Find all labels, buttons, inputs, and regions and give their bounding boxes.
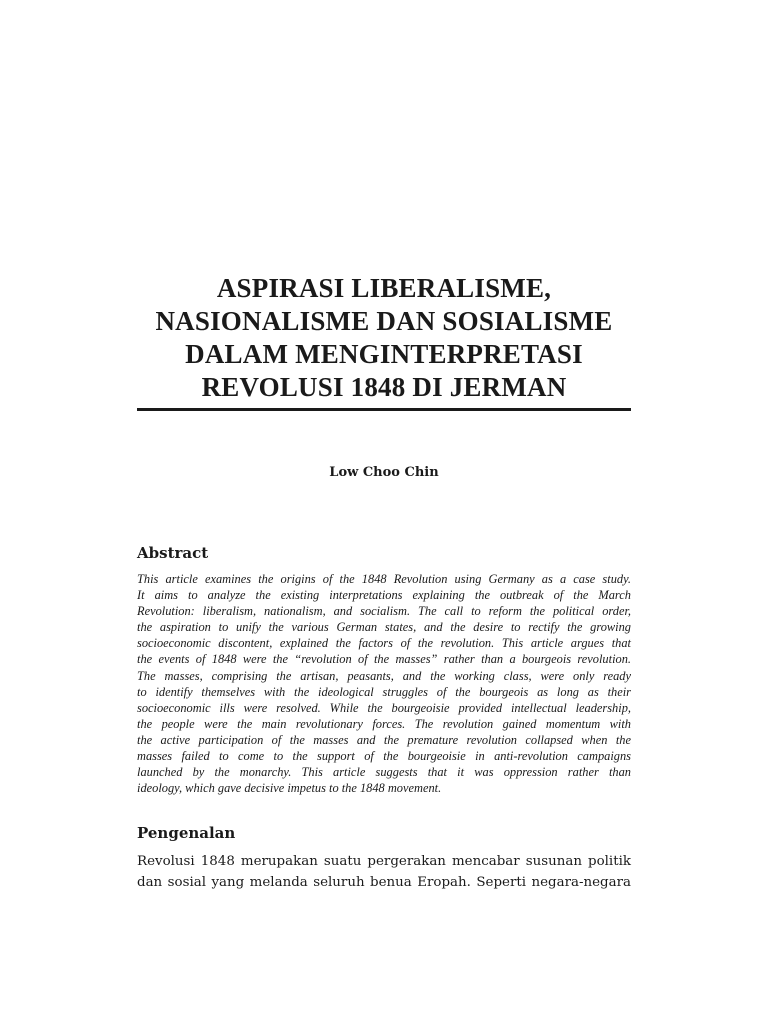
abstract-line: Revolution: liberalism, nationalism, and socialism. The call to reform the political order, [137,604,631,619]
abstract-line: It aims to analyze the existing interpretations explaining the outbreak of the March [137,588,631,603]
article-title [0,272,768,404]
abstract-line: launched by the monarchy. This article suggests that it was oppression rather than [137,765,631,780]
abstract-line: This article examines the origins of the 1848 Revolution using Germany as a case study. [137,572,631,586]
abstract-line: socioeconomic ills were resolved. While the bourgeoisie provided intellectual leadership, [137,700,631,715]
title-line: REVOLUSI 1848 DI JERMAN [201,372,567,402]
author-name: Low Choo Chin [329,465,439,480]
title-divider [137,408,631,411]
abstract-line: the aspiration to unify the various German states, and the desire to rectify the growing [137,620,631,635]
title-line: NASIONALISME DAN SOSIALISME [155,306,613,336]
abstract-line: to identify themselves with the ideological struggles of the bourgeois as long as their [137,684,631,699]
abstract-line: ideology, which gave decisive impetus to the 1848 movement. [137,781,442,796]
introduction-line: Revolusi 1848 merupakan suatu pergerakan mencabar susunan politik [137,854,631,869]
introduction-heading: Pengenalan [137,824,236,842]
abstract-text [137,571,631,796]
abstract-line: the people were the main revolutionary forces. The revolution gained momentum with [137,716,631,731]
abstract-line: the active participation of the masses and the premature revolution collapsed when the [137,732,631,747]
abstract-line: The masses, comprising the artisan, peasants, and the working class, were only ready [137,668,631,683]
introduction-text [137,851,631,893]
abstract-line: masses failed to come to the support of the bourgeoisie in anti-revolution campaigns [137,749,631,764]
title-line: ASPIRASI LIBERALISME, [216,273,552,303]
title-line: DALAM MENGINTERPRETASI [185,339,583,369]
abstract-heading: Abstract [137,544,209,562]
abstract-line: the events of 1848 were the “revolution of the masses” rather than a bourgeois revolution. [137,652,631,667]
introduction-line: dan sosial yang melanda seluruh benua Eropah. Seperti negara-negara [137,875,631,890]
abstract-line: socioeconomic discontent, explained the factors of the revolution. This article argues that [137,636,631,651]
